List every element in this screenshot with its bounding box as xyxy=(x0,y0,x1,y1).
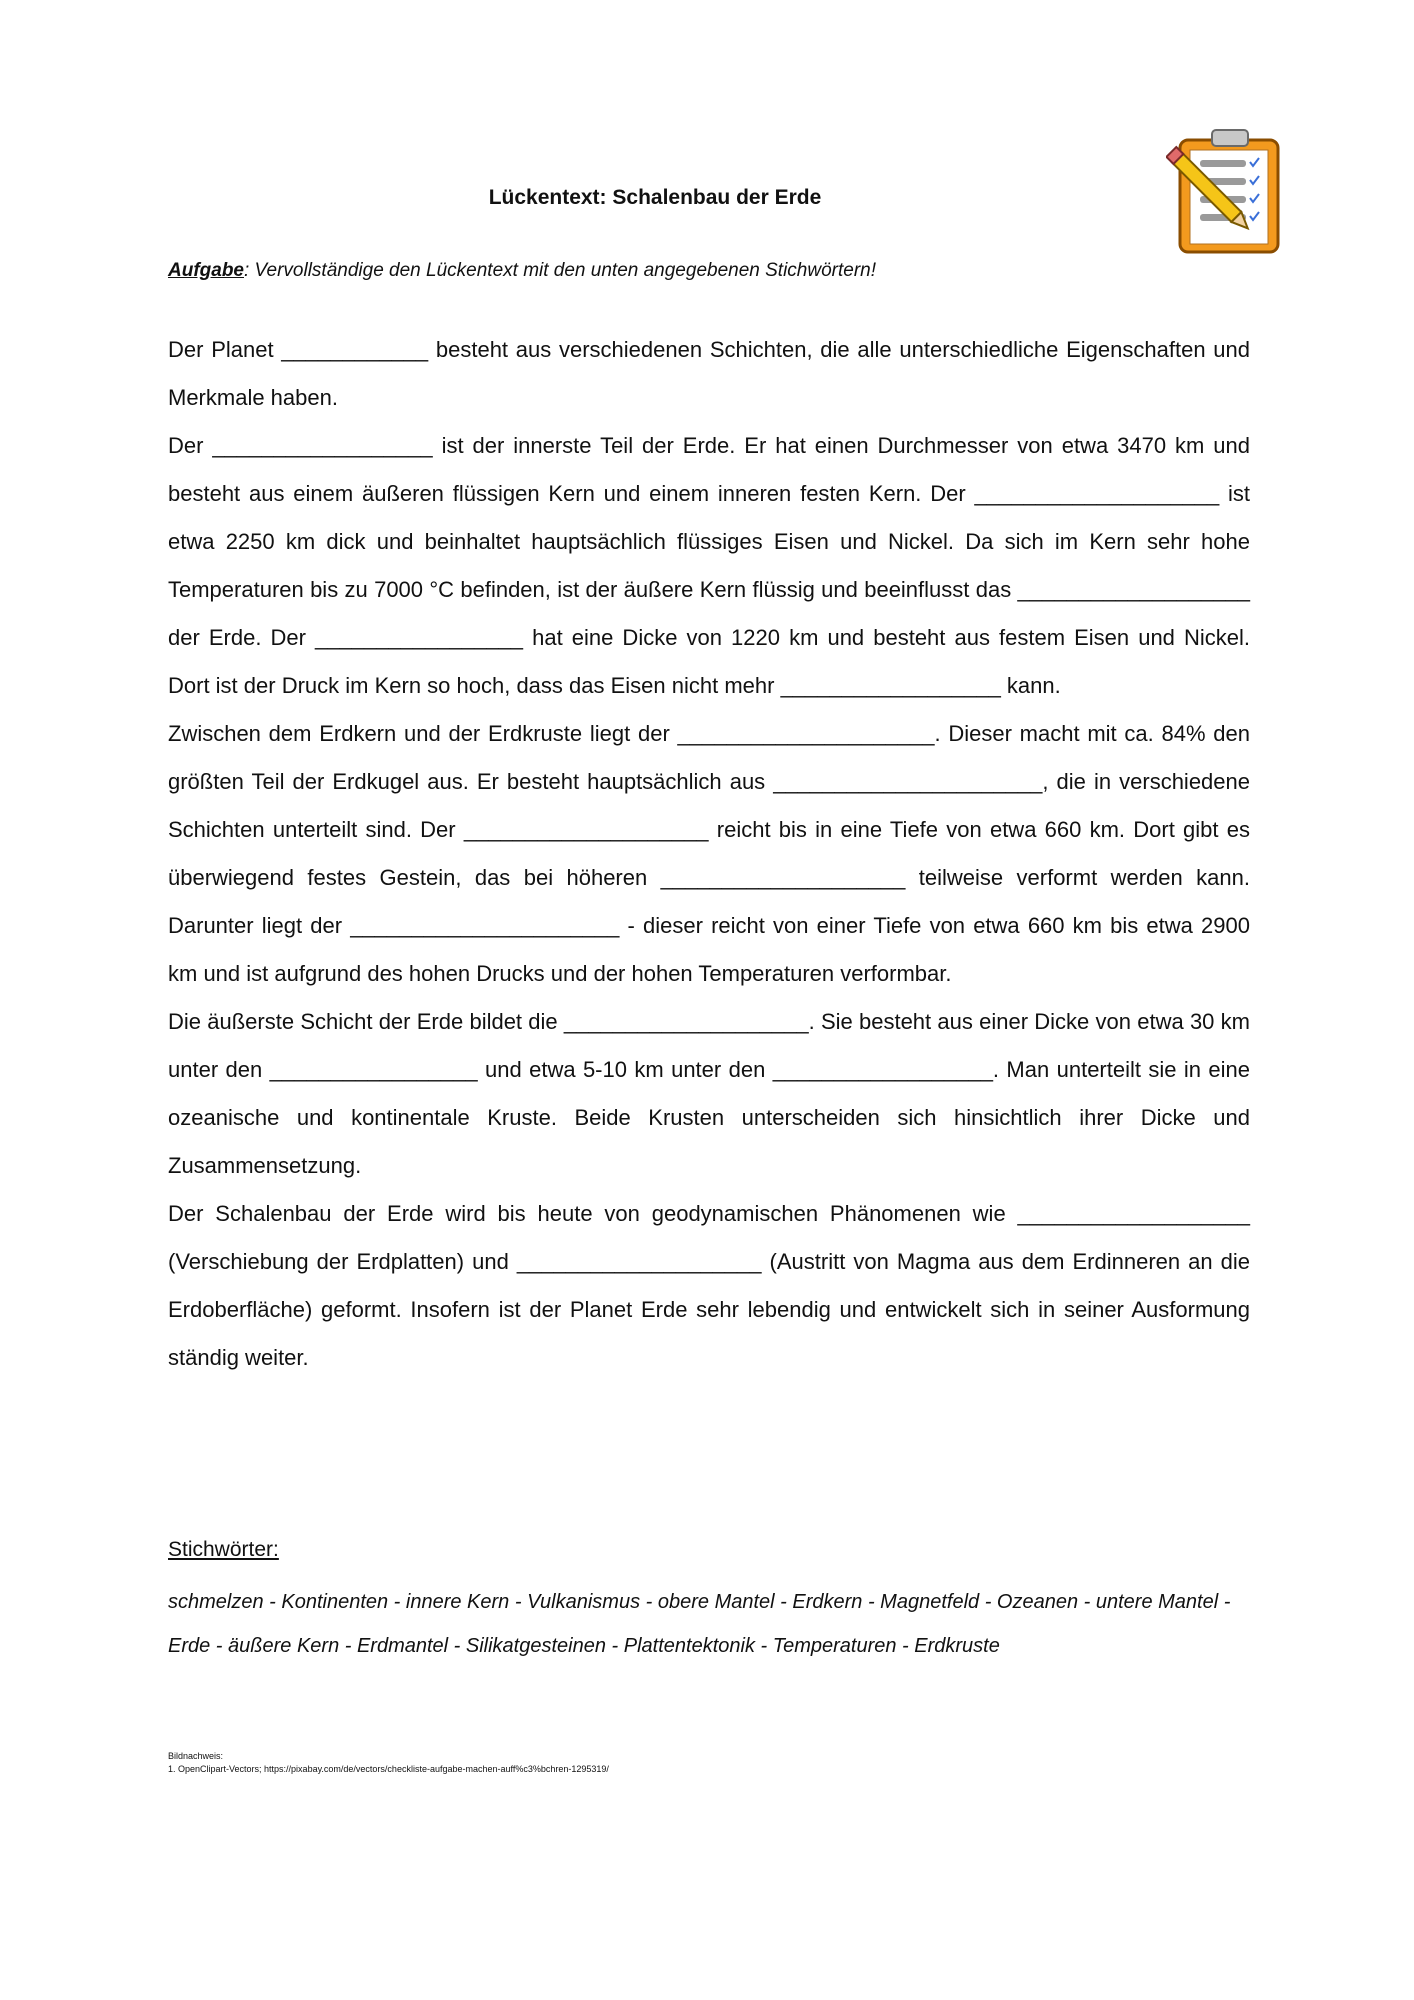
page-title: Lückentext: Schalenbau der Erde xyxy=(488,186,822,209)
credits-heading: Bildnachweis: xyxy=(168,1751,224,1761)
keywords-list: schmelzen - Kontinenten - innere Kern - Vulkanismus - obere Mantel - Erdkern - Magnetfeld - Ozeanen - untere Mantel - Erde - äußere Kern - Erdmantel - Silikatgesteinen - Plattentektonik - Temperaturen - Erdkruste xyxy=(168,1591,1231,1657)
task-instruction xyxy=(168,260,1248,282)
paragraph-intro: Der Planet ____________ besteht aus verschiedenen Schichten, die alle unterschiedliche Eigenschaften und Merkmale haben. xyxy=(168,337,1250,410)
image-credits xyxy=(168,1750,609,1776)
paragraph-crust: Die äußerste Schicht der Erde bildet die ____________________. Sie besteht aus einer Dicke von etwa 30 km unter den _________________ und etwa 5-10 km unter den __________________. Man unterteilt sie in eine ozeanische und kontinentale Kruste. Beide Krusten unterscheiden sich hinsichtlich ihrer Dicke und Zusammensetzung. xyxy=(168,1009,1250,1178)
task-text: : Vervollständige den Lückentext mit den unten angegebenen Stichwörtern! xyxy=(244,260,876,281)
credits-line: 1. OpenClipart-Vectors; https://pixabay.com/de/vectors/checkliste-aufgabe-machen-auff%c3%bchren-1295319/ xyxy=(168,1764,609,1774)
paragraph-core: Der __________________ ist der innerste Teil der Erde. Er hat einen Durchmesser von etwa 3470 km und besteht aus einem äußeren flüssigen Kern und einem inneren festen Kern. Der ____________________ ist etwa 2250 km dick und beinhaltet hauptsächlich flüssiges Eisen und Nickel. Da sich im Kern sehr hohe Temperaturen bis zu 7000 °C befinden, ist der äußere Kern flüssig und beeinflusst das ___________________ der Erde. Der _________________ hat eine Dicke von 1220 km und besteht aus festem Eisen und Nickel. Dort ist der Druck im Kern so hoch, dass das Eisen nicht mehr __________________ kann. xyxy=(168,433,1250,698)
task-label: Aufgabe xyxy=(168,260,244,281)
keywords-heading: Stichwörter: xyxy=(168,1538,279,1561)
cloze-text xyxy=(168,326,1250,1382)
paragraph-mantle: Zwischen dem Erdkern und der Erdkruste liegt der _____________________. Dieser macht mit ca. 84% den größten Teil der Erdkugel aus. Er besteht hauptsächlich aus ______________________, die in verschiedene Schichten unterteilt sind. Der ____________________ reicht bis in eine Tiefe von etwa 660 km. Dort gibt es überwiegend festes Gestein, das bei höheren ____________________ teilweise verformt werden kann. Darunter liegt der ______________________ - dieser reicht von einer Tiefe von etwa 660 km bis etwa 2900 km und ist aufgrund des hohen Drucks und der hohen Temperaturen verformbar. xyxy=(168,721,1250,986)
paragraph-geodynamics: Der Schalenbau der Erde wird bis heute von geodynamischen Phänomenen wie ___________________ (Verschiebung der Erdplatten) und ____________________ (Austritt von Magma aus dem Erdinneren an die Erdoberfläche) geformt. Insofern ist der Planet Erde sehr lebendig und entwickelt sich in seiner Ausformung ständig weiter. xyxy=(168,1201,1250,1370)
